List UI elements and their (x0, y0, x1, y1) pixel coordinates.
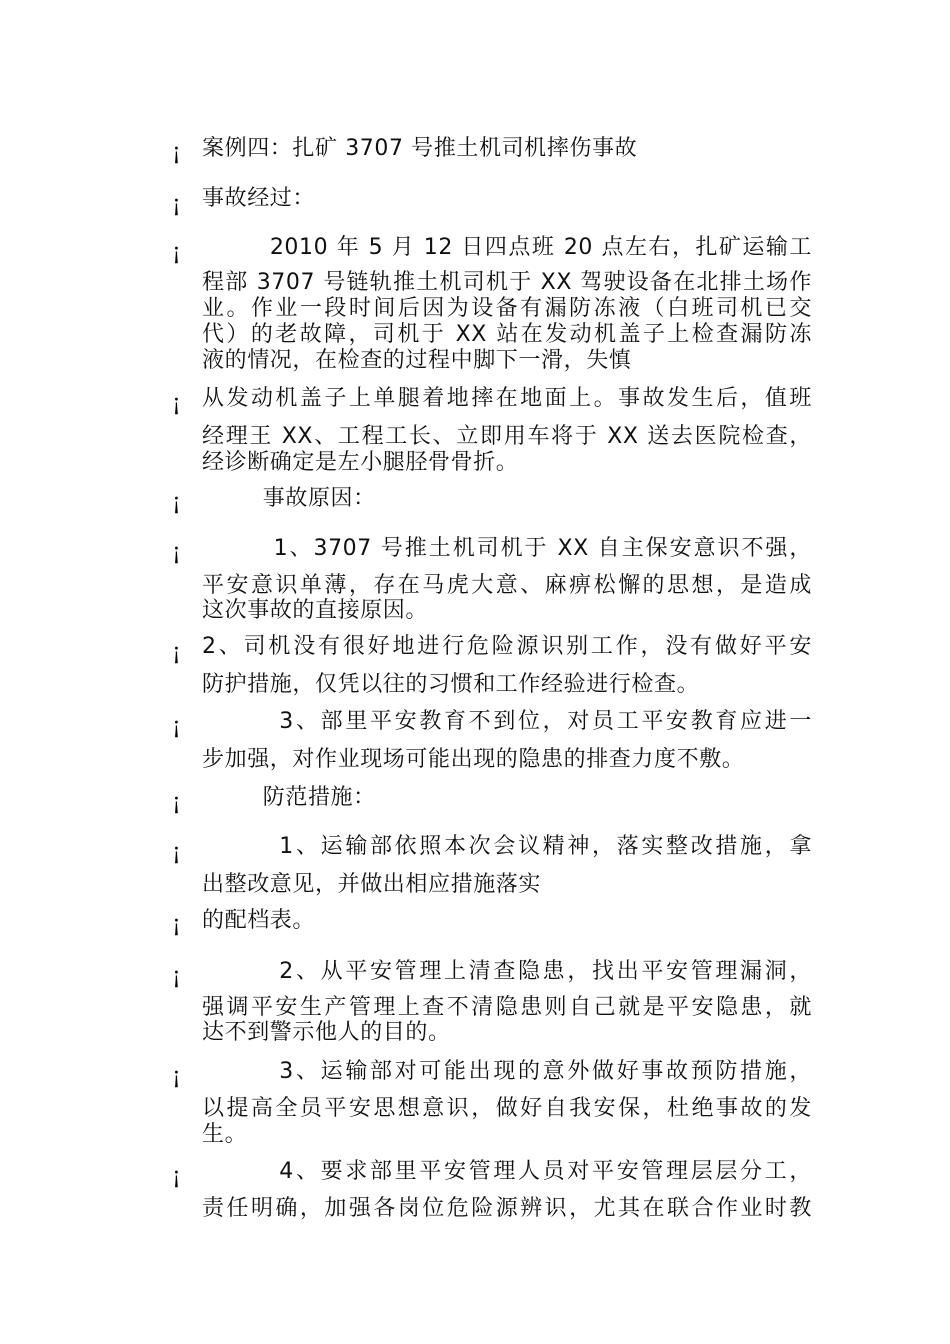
paragraph-line: 4、要求部里平安管理人员对平安管理层层分工， (202, 1159, 812, 1184)
paragraph-line: 1、3707 号推土机司机于 XX 自主保安意识不强， (202, 536, 812, 561)
section-heading-prevention: 防范措施： (202, 785, 376, 810)
bullet-marker: ¡ (172, 240, 181, 265)
bullet-marker: ¡ (172, 790, 181, 815)
paragraph-line: 液的情况，在检查的过程中脚下一滑，失慎 (202, 348, 632, 373)
bullet-marker: ¡ (172, 192, 181, 217)
paragraph-line: 经理王 XX、工程工长、立即用车将于 XX 送去医院检查， (202, 424, 812, 449)
paragraph-line: 防护措施，仅凭以往的习惯和工作经验进行检查。 (202, 672, 700, 697)
paragraph-line: 业。作业一段时间后因为设备有漏防冻液（白班司机已交 (202, 296, 812, 321)
bullet-marker: ¡ (172, 540, 181, 565)
paragraph-line: 2010 年 5 月 12 日四点班 20 点左右，扎矿运输工 (202, 235, 812, 260)
section-heading-cause: 事故原因： (202, 486, 376, 511)
paragraph-line: 2、从平安管理上清查隐患，找出平安管理漏洞， (202, 959, 812, 984)
section-heading-process: 事故经过： (202, 186, 316, 211)
paragraph-line: 代）的老故障，司机于 XX 站在发动机盖子上检查漏防冻 (202, 322, 812, 347)
paragraph-line: 以提高全员平安思想意识，做好自我安保，杜绝事故的发 (202, 1096, 812, 1121)
paragraph-line: 步加强，对作业现场可能出现的隐患的排查力度不敷。 (202, 747, 745, 772)
paragraph-line: 生。 (202, 1122, 248, 1147)
case-title: 案例四：扎矿 3707 号推土机司机摔伤事故 (202, 136, 638, 161)
paragraph-line: 出整改意见，并做出相应措施落实 (202, 872, 542, 897)
paragraph-line: 从发动机盖子上单腿着地摔在地面上。事故发生后，值班 (202, 386, 812, 411)
paragraph-line: 强调平安生产管理上查不清隐患则自己就是平安隐患，就 (202, 995, 812, 1020)
paragraph-line: 3、运输部对可能出现的意外做好事故预防措施， (202, 1059, 812, 1084)
paragraph-line: 1、运输部依照本次会议精神，落实整改措施，拿 (202, 834, 812, 859)
bullet-marker: ¡ (172, 391, 181, 416)
paragraph-line: 程部 3707 号链轨推土机司机于 XX 驾驶设备在北排土场作 (202, 270, 812, 295)
paragraph-line: 责任明确，加强各岗位危险源辨识，尤其在联合作业时教 (202, 1196, 812, 1221)
paragraph-line: 2、司机没有很好地进行危险源识别工作，没有做好平安 (202, 634, 812, 659)
paragraph-line: 3、部里平安教育不到位，对员工平安教育应进一 (202, 709, 812, 734)
paragraph-line: 平安意识单薄，存在马虎大意、麻痹松懈的思想，是造成 (202, 573, 812, 598)
bullet-marker: ¡ (172, 140, 181, 165)
bullet-marker: ¡ (172, 1164, 181, 1189)
bullet-marker: ¡ (172, 840, 181, 865)
paragraph-line: 的配档表。 (202, 908, 316, 933)
bullet-marker: ¡ (172, 714, 181, 739)
paragraph-line: 经诊断确定是左小腿胫骨骨折。 (202, 450, 519, 475)
paragraph-line: 达不到警示他人的目的。 (202, 1020, 451, 1045)
paragraph-line: 这次事故的直接原因。 (202, 598, 429, 623)
bullet-marker: ¡ (172, 912, 181, 937)
bullet-marker: ¡ (172, 640, 181, 665)
bullet-marker: ¡ (172, 964, 181, 989)
bullet-marker: ¡ (172, 1064, 181, 1089)
bullet-marker: ¡ (172, 490, 181, 515)
